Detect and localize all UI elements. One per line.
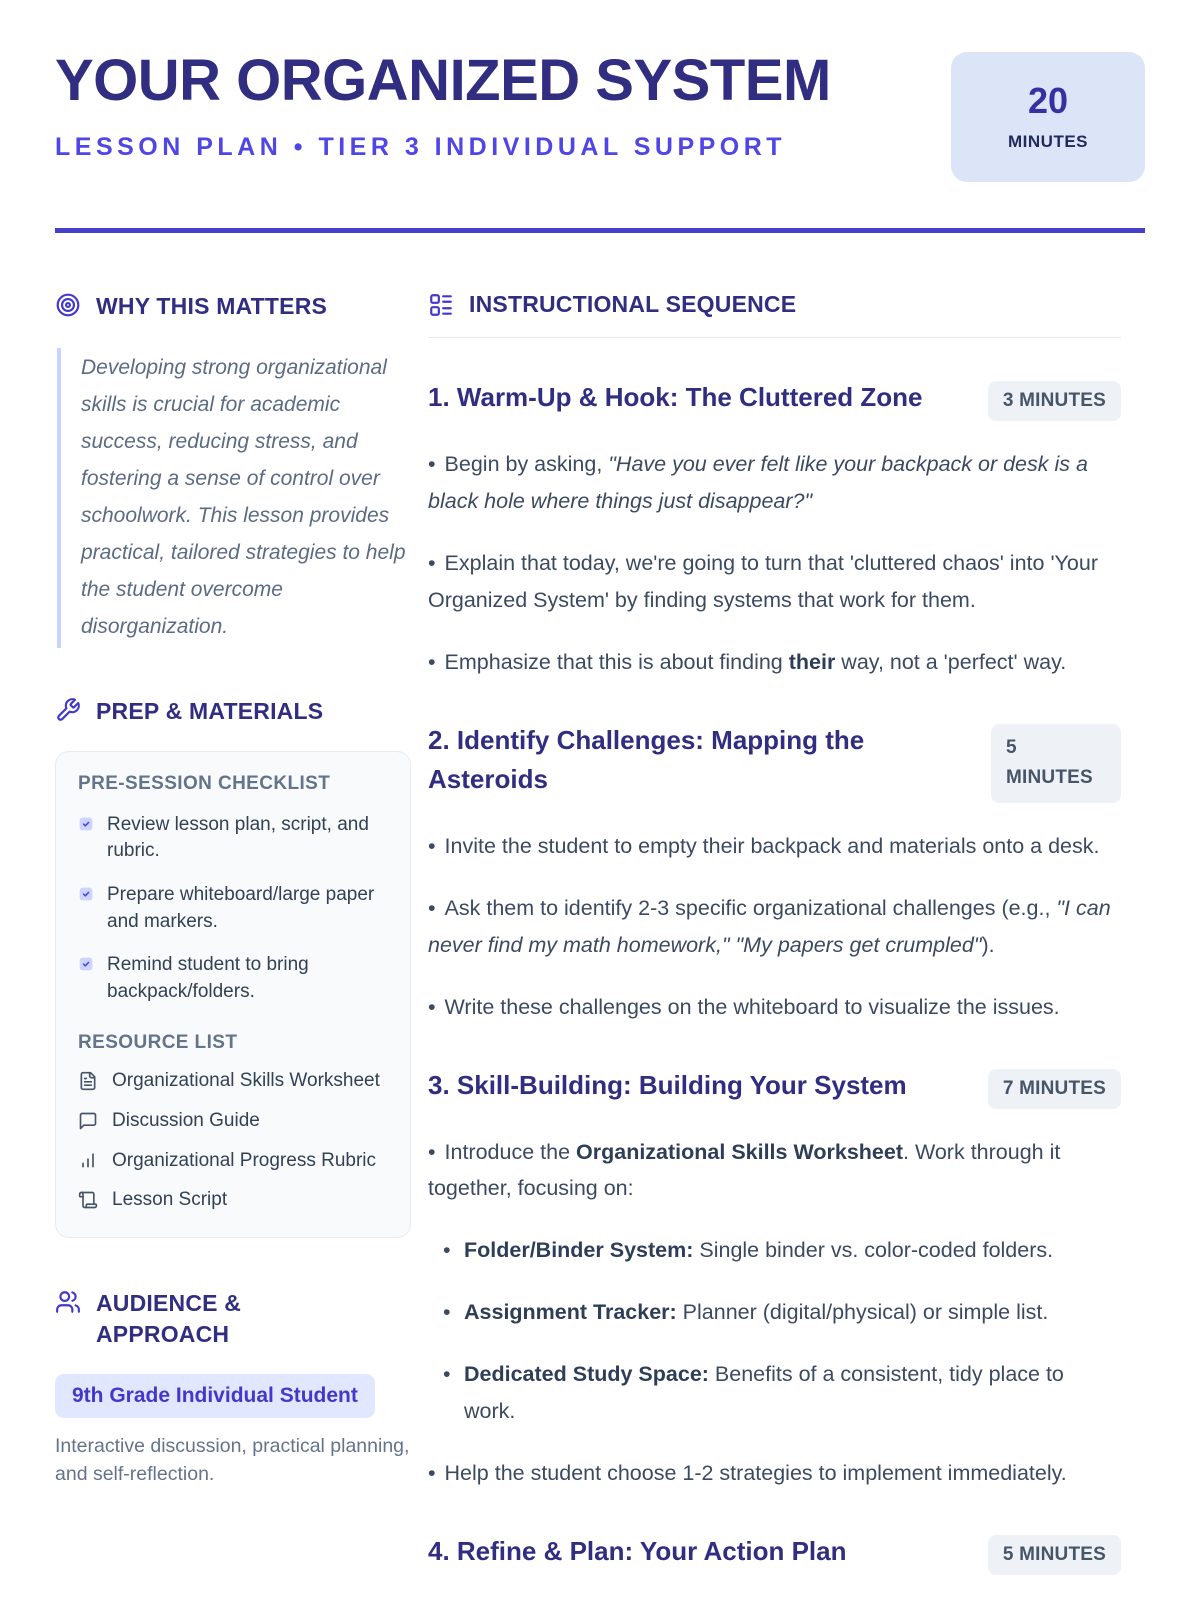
text-run: Emphasize that this is about finding xyxy=(444,649,789,674)
resource-item-label: Discussion Guide xyxy=(112,1109,260,1131)
checklist-title: PRE-SESSION CHECKLIST xyxy=(78,772,331,794)
text-run: ). xyxy=(981,932,995,957)
bullet-dot: • xyxy=(428,1139,436,1164)
why-this-matters-label: WHY THIS MATTERS xyxy=(96,293,328,319)
instructional-sequence xyxy=(428,291,1145,1575)
resource-list-title: RESOURCE LIST xyxy=(78,1032,238,1054)
bullet-dot: • xyxy=(428,994,436,1019)
audience-approach-heading xyxy=(55,1288,305,1350)
resource-item-label: Lesson Script xyxy=(112,1189,228,1211)
step-title: 3. Skill-Building: Building Your System xyxy=(428,1069,907,1100)
prep-materials-section xyxy=(55,696,411,1238)
steps-container xyxy=(428,378,1121,1575)
step-bullet xyxy=(428,1134,1121,1208)
check-square-icon xyxy=(78,956,94,972)
target-icon xyxy=(55,292,81,318)
duration-value: 20 xyxy=(1027,79,1069,121)
bullet-dot: • xyxy=(443,1362,451,1387)
step-2 xyxy=(428,721,1121,1026)
resource-item-label: Organizational Progress Rubric xyxy=(112,1149,377,1171)
header-title-block xyxy=(55,50,831,162)
resource-item xyxy=(78,1068,388,1094)
text-run: Single binder vs. color-coded folders. xyxy=(693,1238,1054,1263)
text-run: Introduce the xyxy=(444,1139,577,1164)
duration-label: MINUTES xyxy=(1008,131,1088,151)
text-run: their xyxy=(788,649,836,674)
scroll-icon xyxy=(78,1190,98,1210)
step-3 xyxy=(428,1066,1121,1493)
step-bullet xyxy=(428,1455,1121,1492)
resource-item xyxy=(78,1148,388,1174)
text-run: Help the student choose 1-2 strategies to implement immediately. xyxy=(444,1461,1067,1486)
step-bullet xyxy=(428,890,1121,964)
text-run: Explain that today, we're going to turn that 'cluttered chaos' into 'Your Organized System' by finding systems that work for them. xyxy=(428,550,1098,612)
text-run: Planner (digital/physical) or simple list. xyxy=(676,1300,1049,1325)
approach-description: Interactive discussion, practical planning, and self-reflection. xyxy=(55,1434,410,1486)
total-duration-badge xyxy=(951,52,1145,182)
bar-chart-icon xyxy=(78,1150,98,1170)
bullet-dot: • xyxy=(428,452,436,476)
step-heading-row xyxy=(428,378,1121,421)
step-4 xyxy=(428,1532,1121,1575)
pre-session-checklist xyxy=(78,812,388,1006)
bullet-dot: • xyxy=(428,833,436,858)
file-text-icon xyxy=(78,1071,98,1091)
wrench-icon xyxy=(55,697,81,723)
bullet-dot: • xyxy=(428,895,436,920)
text-run: Dedicated Study Space: xyxy=(464,1362,709,1387)
why-this-matters-section xyxy=(55,291,411,648)
audience-approach-section xyxy=(55,1288,411,1489)
instructional-sequence-heading xyxy=(428,291,1121,338)
prep-card xyxy=(55,751,411,1238)
resource-item-label: Organizational Skills Worksheet xyxy=(112,1070,380,1092)
layout-list-icon xyxy=(428,292,454,318)
step-duration-badge: 7 MINUTES xyxy=(988,1069,1121,1109)
users-icon xyxy=(55,1289,81,1315)
page-title: YOUR ORGANIZED SYSTEM xyxy=(55,48,831,113)
step-title: 1. Warm-Up & Hook: The Cluttered Zone xyxy=(428,382,923,412)
text-run: Folder/Binder System: xyxy=(464,1238,694,1263)
step-bullet xyxy=(428,828,1121,865)
page-header xyxy=(55,50,1145,182)
message-square-icon xyxy=(78,1111,98,1131)
resource-item xyxy=(78,1187,388,1213)
step-bullet xyxy=(428,989,1121,1026)
checklist-item xyxy=(78,882,388,935)
checklist-item-label: Prepare whiteboard/large paper and markers. xyxy=(107,883,375,932)
rationale-quote: Developing strong organizational skills is crucial for academic success, reducing stress, and fostering a sense of control over schoolwork. This lesson provides practical, tailored strategies to help the student overcome disorganization. xyxy=(57,348,411,648)
bullet-dot: • xyxy=(443,1238,451,1263)
text-run: "I can never find my math homework," "My papers get crumpled" xyxy=(428,895,1111,957)
bullet-dot: • xyxy=(428,1461,436,1486)
prep-materials-heading xyxy=(55,696,411,727)
text-run: "Have you ever felt like your backpack or desk is a black hole where things just disappear?" xyxy=(428,452,1088,513)
text-run: Assignment Tracker: xyxy=(464,1300,677,1325)
check-square-icon xyxy=(78,816,94,832)
step-bullet xyxy=(428,446,1121,520)
page-subtitle: LESSON PLAN • TIER 3 INDIVIDUAL SUPPORT xyxy=(55,133,787,162)
bullet-dot: • xyxy=(428,649,436,674)
checklist-item xyxy=(78,812,388,865)
check-square-icon xyxy=(78,886,94,902)
text-run: . Work through it together, focusing on: xyxy=(428,1139,1061,1201)
text-run: Ask them to identify 2-3 specific organizational challenges (e.g., xyxy=(444,895,1057,920)
text-run: Organizational Skills Worksheet xyxy=(576,1139,903,1164)
step-duration-badge: 3 MINUTES xyxy=(988,381,1121,421)
sub-bullet xyxy=(443,1356,1121,1430)
text-run: Write these challenges on the whiteboard to visualize the issues. xyxy=(444,994,1060,1019)
sidebar xyxy=(55,291,411,1575)
bullet-dot: • xyxy=(428,550,436,575)
step-1 xyxy=(428,378,1121,681)
audience-approach-label: AUDIENCE & APPROACH xyxy=(96,1289,242,1347)
prep-materials-label: PREP & MATERIALS xyxy=(96,697,324,724)
sub-bullet-list xyxy=(428,1232,1121,1430)
step-heading-row xyxy=(428,721,1121,803)
step-duration-badge: 5 MINUTES xyxy=(991,724,1121,803)
step-heading-row xyxy=(428,1532,1121,1575)
step-bullet xyxy=(428,644,1121,681)
text-run: way, not a 'perfect' way. xyxy=(835,649,1067,674)
resource-item xyxy=(78,1108,388,1134)
step-title: 2. Identify Challenges: Mapping the Asteroids xyxy=(428,724,865,794)
text-run: Invite the student to empty their backpack and materials onto a desk. xyxy=(444,833,1100,858)
text-run: Benefits of a consistent, tidy place to work. xyxy=(464,1362,1064,1424)
sub-bullet xyxy=(443,1294,1121,1331)
checklist-item-label: Review lesson plan, script, and rubric. xyxy=(107,813,369,862)
audience-badge: 9th Grade Individual Student xyxy=(55,1374,375,1418)
text-run: Begin by asking, xyxy=(444,452,609,476)
resource-list xyxy=(78,1068,388,1213)
why-this-matters-heading xyxy=(55,291,411,322)
step-title: 4. Refine & Plan: Your Action Plan xyxy=(428,1536,847,1567)
step-heading-row xyxy=(428,1066,1121,1109)
instructional-sequence-label: INSTRUCTIONAL SEQUENCE xyxy=(469,291,797,317)
checklist-item-label: Remind student to bring backpack/folders. xyxy=(107,954,309,1002)
step-duration-badge: 5 MINUTES xyxy=(988,1535,1121,1575)
header-divider xyxy=(55,228,1145,233)
step-bullet xyxy=(428,545,1121,619)
bullet-dot: • xyxy=(443,1300,451,1325)
content-columns xyxy=(55,291,1145,1575)
sub-bullet xyxy=(443,1232,1121,1269)
checklist-item xyxy=(78,952,388,1005)
